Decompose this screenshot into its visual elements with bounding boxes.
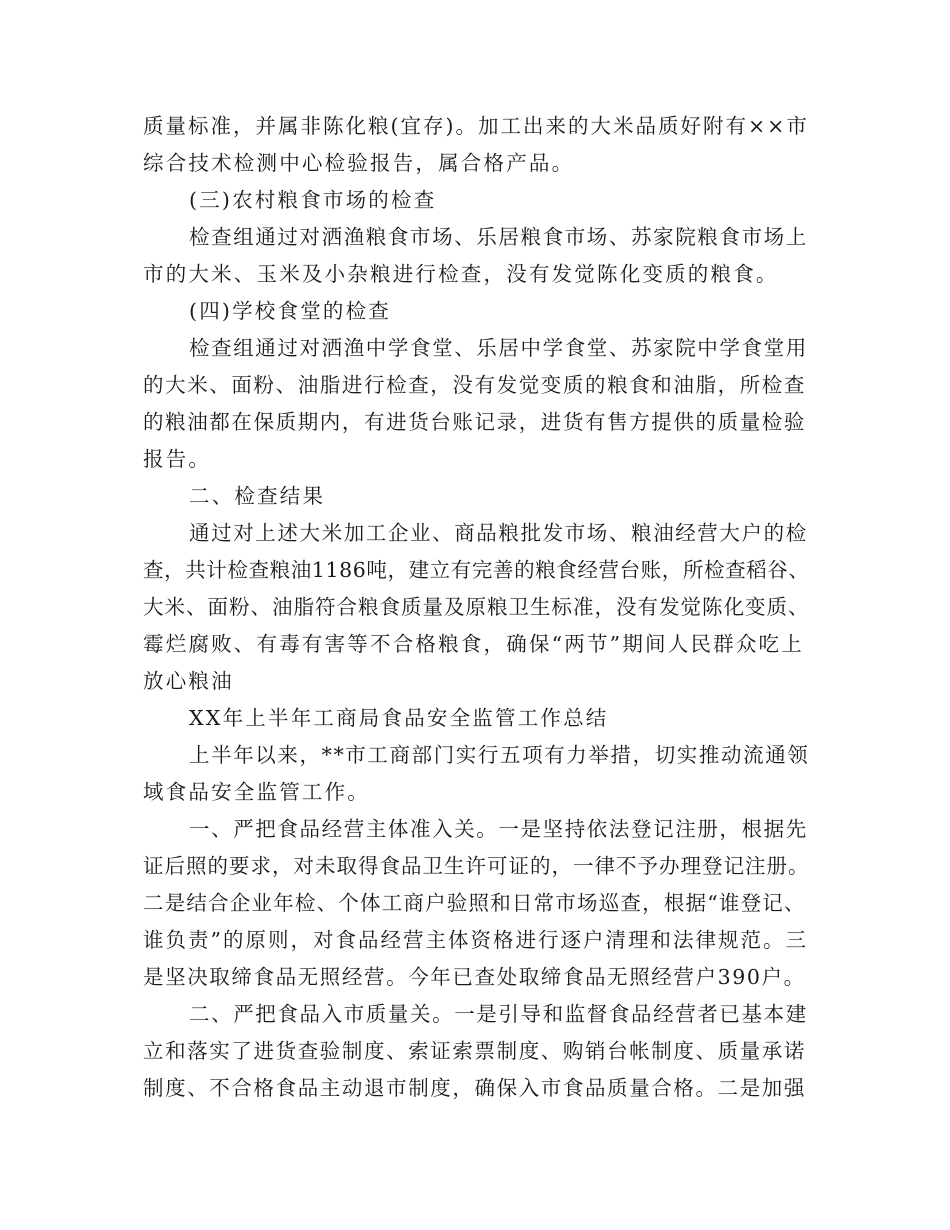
- paragraph-line: 市的大米、玉米及小杂粮进行检查，没有发觉陈化变质的粮食。: [143, 262, 779, 286]
- paragraph-line: 大米、面粉、油脂符合粮食质量及原粮卫生标准，没有发觉陈化变质、: [143, 595, 810, 619]
- section-heading: 二、检查结果: [189, 484, 326, 508]
- section-heading: (四)学校食堂的检查: [189, 299, 391, 323]
- paragraph-line: 制度、不合格食品主动退市制度，确保入市食品质量合格。二是加强: [143, 1076, 806, 1100]
- paragraph-line: 霉烂腐败、有毒有害等不合格粮食，确保“两节”期间人民群众吃上: [143, 632, 804, 656]
- paragraph-line: 查，共计检查粮油1186吨，建立有完善的粮食经营台账，所检查稻谷、: [143, 558, 810, 582]
- paragraph-line: 综合技术检测中心检验报告，属合格产品。: [143, 151, 575, 175]
- paragraph-line: 的粮油都在保质期内，有进货台账记录，进货有售方提供的质量检验: [143, 410, 806, 434]
- paragraph-line: 一、严把食品经营主体准入关。一是坚持依法登记注册，根据先: [189, 817, 808, 841]
- paragraph-line: 上半年以来，**市工商部门实行五项有力举措，切实推动流通领: [189, 743, 810, 767]
- paragraph-line: 检查组通过对洒渔粮食市场、乐居粮食市场、苏家院粮食市场上: [189, 225, 808, 249]
- paragraph-line: 二是结合企业年检、个体工商户验照和日常市场巡查，根据“谁登记、: [143, 891, 806, 915]
- paragraph-line: 二、严把食品入市质量关。一是引导和监督食品经营者已基本建: [189, 1002, 808, 1026]
- paragraph-line: 证后照的要求，对未取得食品卫生许可证的，一律不予办理登记注册。: [143, 854, 810, 878]
- paragraph-line: 通过对上述大米加工企业、商品粮批发市场、粮油经营大户的检: [189, 521, 808, 545]
- paragraph-line: 放心粮油: [143, 669, 234, 693]
- paragraph-line: 谁负责”的原则，对食品经营主体资格进行逐户清理和法律规范。三: [143, 928, 808, 952]
- paragraph-line: 检查组通过对洒渔中学食堂、乐居中学食堂、苏家院中学食堂用: [189, 336, 808, 360]
- paragraph-line: 立和落实了进货查验制度、索证索票制度、购销台帐制度、质量承诺: [143, 1039, 806, 1063]
- paragraph-line: 的大米、面粉、油脂进行检查，没有发觉变质的粮食和油脂，所检查: [143, 373, 806, 397]
- paragraph-line: 域食品安全监管工作。: [143, 780, 370, 804]
- paragraph-line: 质量标准，并属非陈化粮(宜存)。加工出来的大米品质好附有××市: [143, 114, 809, 138]
- paragraph-line: 报告。: [143, 447, 212, 471]
- document-title: XX年上半年工商局食品安全监管工作总结: [189, 706, 609, 730]
- section-heading: (三)农村粮食市场的检查: [189, 188, 437, 212]
- paragraph-line: 是坚决取缔食品无照经营。今年已查处取缔食品无照经营户390户。: [143, 965, 806, 989]
